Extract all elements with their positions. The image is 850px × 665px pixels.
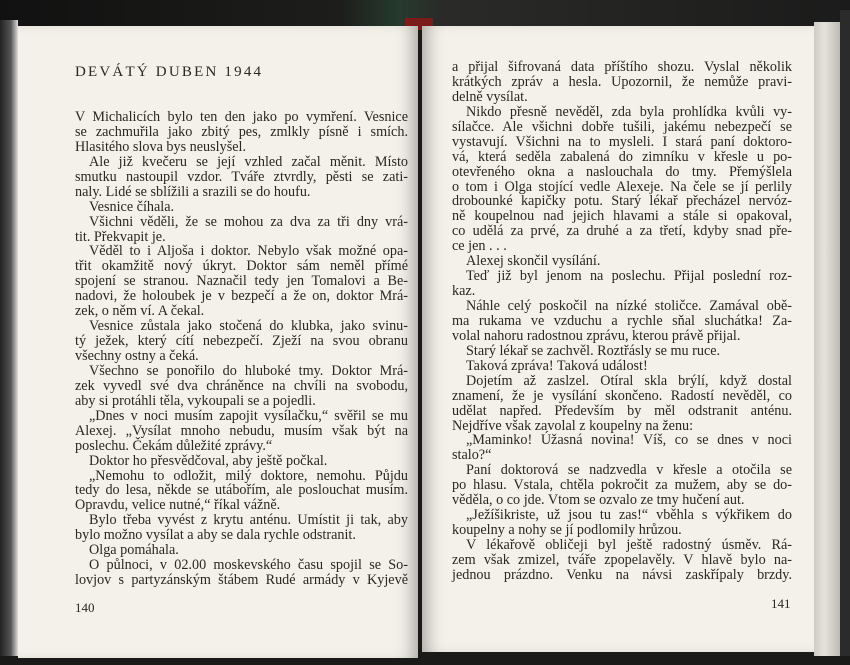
text-line: třit okamžitě nový úkryt. Doktor sám neměl přímé	[75, 258, 408, 275]
text-line: věděla, o co jde. Vtom se ozvalo ze tmy hučení aut.	[452, 492, 745, 509]
paragraph	[452, 60, 792, 105]
paragraph	[75, 244, 408, 319]
text-line: Starý lékař se zachvěl. Roztřásly se mu ruce.	[466, 342, 721, 359]
text-line: znamení, že je vysílání skončeno. Radostí nevěděl, co	[452, 387, 792, 404]
text-line: stalo?“	[452, 447, 492, 464]
text-line: drobounké kapičky potu. Starý lékař přecházel nervóz-	[452, 193, 792, 210]
book-left-edge	[0, 20, 18, 665]
text-line: Paní doktorová se nadzvedla v křesle a otočila se	[466, 462, 792, 479]
text-line: delně vysílat.	[452, 88, 528, 105]
text-line: „Dnes v noci musím zapojit vysílačku,“ svěřil se mu	[89, 407, 408, 424]
right-page-body	[452, 60, 792, 583]
paragraph	[75, 409, 408, 454]
text-line: smutku nastoupil vzdor. Tváře ztvrdly, pěsti se zati-	[75, 168, 408, 185]
text-line: krátkých zpráv a hesla. Upozornil, že nemůže pravi-	[452, 73, 792, 90]
page-number: 140	[75, 600, 95, 615]
text-line: Olga pomáhala.	[89, 542, 179, 559]
text-line: Alexej skončil vysílání.	[466, 253, 601, 270]
paragraph	[75, 558, 408, 588]
text-line: V lékařově obličeji byl ještě radostný úsměv. Rá-	[466, 537, 792, 553]
text-line: Všichni věděli, že se mohou za dva za tři dny vrá-	[89, 213, 408, 230]
left-page-body	[75, 110, 408, 588]
text-line: vá, která seděla zabalená do zimníku v křesle u po-	[452, 148, 792, 165]
paragraph	[75, 543, 408, 558]
text-line: sílačce. Ale všichni dobře tušili, jakému nebezpečí se	[452, 118, 792, 135]
text-line: spojení se stranou. Naznačil tedy jen Tomalovi a Be-	[75, 273, 408, 290]
paragraph	[452, 105, 792, 254]
text-line: ně koupelnou nad jejich hlavami a stále si opakoval,	[452, 208, 792, 225]
page-number: 141	[771, 596, 791, 611]
book-cover-edge	[840, 10, 850, 665]
text-line: o tom i Olga stojící vedle Alexeje. Na čele se jí perlily	[452, 178, 792, 195]
text-line: „Nemohu to odložit, milý doktore, nemohu. Půjdu	[89, 467, 408, 484]
text-line: se zachmuřila jako zbitý pes, zmlkly písně i smích.	[75, 123, 408, 140]
text-line: Teď již byl jenom na poslechu. Přijal poslední roz-	[466, 268, 792, 285]
text-line: udělat napřed. Především by měl odstranit anténu.	[452, 402, 792, 419]
text-line: „Ježíšikriste, už jsou tu zas!“ vběhla s výkřikem do	[466, 507, 792, 524]
paragraph	[452, 508, 792, 538]
paragraph	[75, 513, 408, 543]
text-line: Ale již kvečeru se její vzhled začal měnit. Místo	[89, 153, 408, 170]
paragraph	[75, 155, 408, 200]
text-line: Nikdo přesně nevěděl, zda byla prohlídka kvůli vy-	[466, 103, 792, 120]
text-line: Opravdu, velice nutné,“ říkal vážně.	[75, 497, 281, 514]
text-line: „Maminko! Úžasná novina! Víš, co se dnes v noci	[466, 432, 792, 449]
text-line: V Michalicích bylo ten den jako po vymření. Vesnice	[75, 109, 408, 125]
paragraph	[75, 469, 408, 514]
text-line: a přijal šifrovaná data příštího shozu. Vyslal několik	[452, 59, 792, 75]
text-line: tý ježek, který cítí nebezpečí. Zježí na svou obranu	[75, 333, 408, 350]
right-page	[422, 26, 814, 652]
text-line: co udělá za prvé, za druhé a za třetí, kdyby snad pře-	[452, 223, 792, 240]
paragraph	[75, 364, 408, 409]
paragraph	[75, 454, 408, 469]
text-line: zek, o něm ví. A čekal.	[75, 303, 205, 320]
text-line: zek vyvedl své dva chráněnce na chvíli na svobodu,	[75, 377, 408, 394]
text-line: aby si protáhli těla, vykoupali se a pojedli.	[75, 392, 316, 409]
text-line: Hlasitého slova bys neuslyšel.	[75, 138, 247, 155]
text-line: Taková zpráva! Taková událost!	[466, 357, 648, 374]
text-line: koupelny a nohy se jí podlomily hrůzou.	[452, 522, 682, 539]
paragraph	[452, 344, 792, 359]
text-line: kaz.	[452, 283, 476, 300]
text-line: Nejdříve však zavolal z koupelny na ženu:	[452, 417, 694, 434]
text-line: naly. Lidé se sblížili a srazili se do houfu.	[75, 183, 311, 200]
text-line: Náhle celý poskočil na nízké stoličce. Zamával obě-	[466, 298, 792, 314]
text-line: bylo možno vysílat a aby se dala rychle odstranit.	[75, 527, 356, 544]
page-stack-edge	[814, 22, 840, 658]
text-line: zem však zmizel, tváře zpopelavěly. V hlavě bylo na-	[452, 551, 792, 568]
text-line: všechny ostny a čeká.	[75, 348, 199, 364]
text-line: volal nahoru radostnou zprávu, kterou právě přijal.	[452, 327, 741, 344]
paragraph	[452, 359, 792, 374]
running-header: DEVÁTÝ DUBEN 1944	[75, 64, 264, 80]
text-line: O půlnoci, v 02.00 moskevského času spojil se So-	[89, 557, 408, 574]
paragraph	[452, 254, 792, 269]
paragraph	[75, 200, 408, 215]
text-line: jednou prázdno. Venku na návsi zaskřípaly brzdy.	[452, 566, 792, 583]
paragraph	[452, 299, 792, 344]
paragraph	[452, 463, 792, 508]
text-line: Bylo třeba vyvést z krytu anténu. Umístit ji tak, aby	[89, 512, 408, 529]
text-line: tit. Překvapit je.	[75, 228, 166, 245]
text-line: po hlasu. Vstala, chtěla pokročit za mužem, aby se do-	[452, 477, 792, 494]
text-line: nadovi, že holoubek je v bezpečí a že on, doktor Mrá-	[75, 288, 408, 305]
paragraph	[75, 215, 408, 245]
paragraph	[452, 374, 792, 434]
text-line: otevřeného okna a naslouchala do tmy. Přemýšlela	[452, 163, 792, 180]
paragraph	[452, 433, 792, 463]
text-line: ma rukama ve vzduchu a rychle sňal sluchátka! Za-	[452, 312, 792, 329]
text-line: lovjov s partyzánským štábem Rudé armády v Kyjevě	[75, 572, 408, 589]
paragraph	[452, 538, 792, 583]
paragraph	[75, 110, 408, 155]
text-line: Vesnice zůstala jako stočená do klubka, jako svinu-	[89, 318, 408, 335]
text-line: poslechu. Čekám důležité zprávy.“	[75, 437, 273, 454]
text-line: tedy do lesa, někde se utábořím, ale poslouchat musím.	[75, 482, 408, 499]
text-line: Věděl to i Aljoša i doktor. Nebylo však možné opa-	[89, 243, 408, 260]
left-page	[18, 26, 418, 658]
paragraph	[452, 269, 792, 299]
text-line: vystavují. Všichni na to mysleli. I stará paní doktoro-	[452, 133, 792, 150]
paragraph	[75, 319, 408, 364]
text-line: Všechno se ponořilo do hluboké tmy. Doktor Mrá-	[89, 362, 408, 379]
text-line: Dojetím až zaslzel. Otíral skla brýlí, když dostal	[466, 372, 792, 389]
text-line: Vesnice číhala.	[89, 198, 175, 215]
text-line: Alexej. „Vysílat mnoho nebudu, musím však být na	[75, 422, 408, 439]
text-line: Doktor ho přesvědčoval, aby ještě počkal.	[89, 452, 328, 469]
text-line: ce jen . . .	[452, 238, 507, 255]
